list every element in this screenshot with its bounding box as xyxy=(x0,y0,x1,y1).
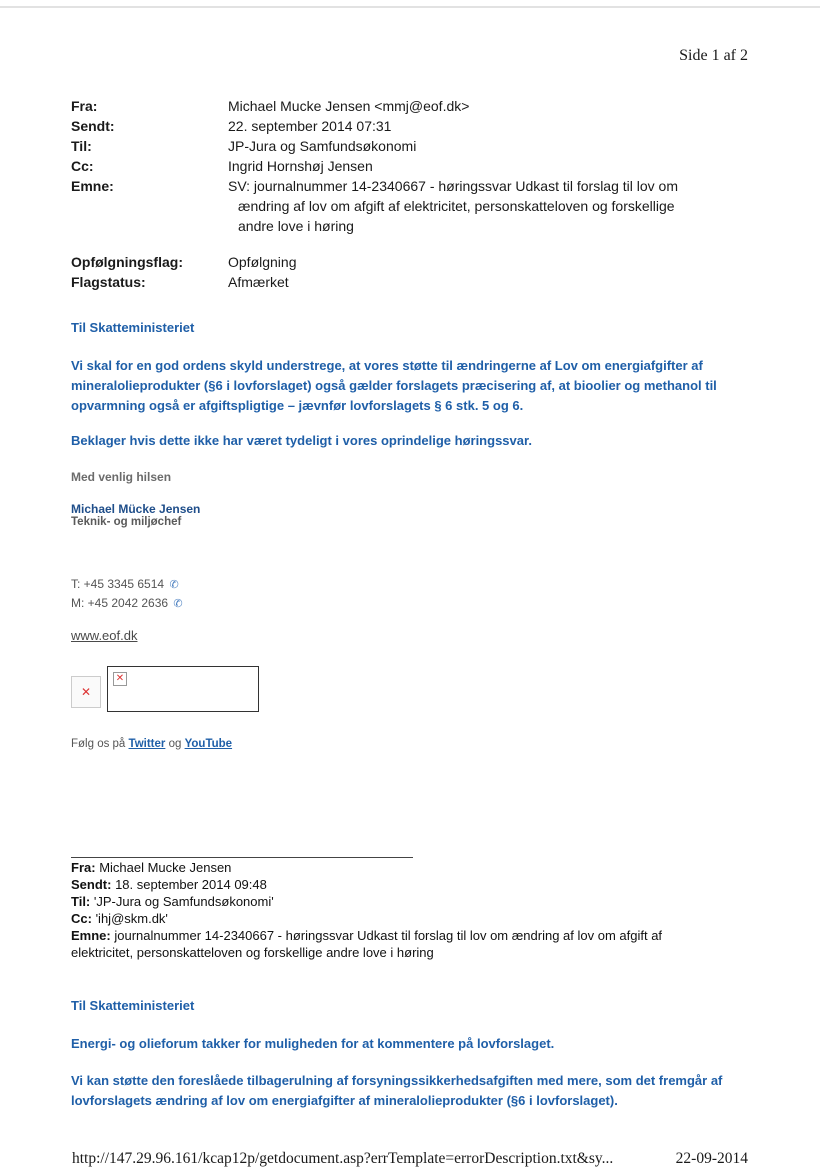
fwd-sent-row: Sendt: 18. september 2014 09:48 xyxy=(71,877,267,892)
subject-line-3: andre love i høring xyxy=(238,218,354,234)
subject-value xyxy=(228,176,728,236)
flagstatus-value: Afmærket xyxy=(228,274,289,290)
header-flagstatus-row xyxy=(71,272,728,292)
para1-line-2: mineralolieprodukter (§6 i lovforslaget) også gælder forslagets præcisering af, at bioolier og methanol til xyxy=(71,378,717,393)
fwd-paragraph-2 xyxy=(71,1071,741,1111)
twitter-link[interactable]: Twitter xyxy=(128,738,166,750)
message-paragraph-2: Beklager hvis dette ikke har været tydeligt i vores oprindelige høringssvar. xyxy=(71,433,532,448)
fwd-from-row: Fra: Michael Mucke Jensen xyxy=(71,860,232,875)
social-row xyxy=(71,735,741,750)
print-footer xyxy=(72,1150,748,1168)
header-sent-row xyxy=(71,116,728,136)
phone-m: M: +45 2042 2636 xyxy=(71,596,169,610)
signature-title: Teknik- og miljøchef xyxy=(71,516,182,528)
broken-image-icon: ✕ xyxy=(71,676,101,708)
website-link[interactable]: www.eof.dk xyxy=(71,628,138,643)
email-header xyxy=(71,96,728,292)
to-label: Til: xyxy=(71,138,92,154)
phone-block xyxy=(71,575,741,613)
subject-line-1: SV: journalnummer 14-2340667 - høringssvar Udkast til forslag til lov om xyxy=(228,178,679,194)
header-cc-row xyxy=(71,156,728,176)
subject-line-2: ændring af lov om afgift af elektricitet, personskatteloven og forskellige xyxy=(238,198,675,214)
fwd-greeting: Til Skatteministeriet xyxy=(71,998,195,1013)
cc-value: Ingrid Hornshøj Jensen xyxy=(228,158,373,174)
to-value: JP-Jura og Samfundsøkonomi xyxy=(228,138,417,154)
para1-line-3: opvarmning også er afgiftspligtige – jævnfør lovforslagets § 6 stk. 5 og 6. xyxy=(71,398,524,413)
from-value: Michael Mucke Jensen <mmj@eof.dk> xyxy=(228,98,470,114)
footer-date: 22-09-2014 xyxy=(675,1150,748,1167)
signature-images xyxy=(71,664,261,712)
fwd-para2-line-1: Vi kan støtte den foreslåede tilbagerulning af forsyningssikkerhedsafgiften med mere, som det fremgår af xyxy=(71,1073,723,1088)
broken-image-icon: ✕ xyxy=(113,672,127,686)
youtube-link[interactable]: YouTube xyxy=(184,738,233,750)
fwd-paragraph-1: Energi- og olieforum takker for muligheden for at kommentere på lovforslaget. xyxy=(71,1036,555,1051)
flagstatus-label: Flagstatus: xyxy=(71,274,146,290)
sent-label: Sendt: xyxy=(71,118,115,134)
message-greeting: Til Skatteministeriet xyxy=(71,320,195,335)
signature-name: Michael Mücke Jensen xyxy=(71,502,201,516)
header-to-row xyxy=(71,136,728,156)
from-label: Fra: xyxy=(71,98,98,114)
cc-label: Cc: xyxy=(71,158,94,174)
header-flag-row xyxy=(71,252,728,272)
phone-t-row xyxy=(71,575,741,594)
page-number: Side 1 af 2 xyxy=(679,47,748,64)
fwd-cc-row: Cc: 'ihj@skm.dk' xyxy=(71,911,168,926)
fwd-to-row: Til: 'JP-Jura og Samfundsøkonomi' xyxy=(71,894,274,909)
fwd-subject-row: Emne: journalnummer 14-2340667 - høringssvar Udkast til forslag til lov om ændring af lov om afgift af xyxy=(71,928,663,943)
forwarded-header xyxy=(71,859,751,961)
phone-m-row xyxy=(71,594,741,613)
sent-value: 22. september 2014 07:31 xyxy=(228,118,392,134)
flag-value: Opfølgning xyxy=(228,254,297,270)
phone-call-icon[interactable]: ✆ xyxy=(173,598,183,610)
signature-block xyxy=(71,502,741,528)
message-paragraph-1 xyxy=(71,356,741,416)
header-from-row xyxy=(71,96,728,116)
subject-label: Emne: xyxy=(71,178,114,194)
logo-image-frame xyxy=(107,666,259,712)
phone-call-icon[interactable]: ✆ xyxy=(169,579,179,591)
flag-label: Opfølgningsflag: xyxy=(71,254,183,270)
fwd-subject-line-2: elektricitet, personskatteloven og forskellige andre love i høring xyxy=(71,945,434,960)
follow-text: Følg os på Twitter og YouTube xyxy=(71,738,233,750)
top-border xyxy=(0,6,820,8)
forward-separator xyxy=(71,857,413,858)
website-row xyxy=(71,628,741,643)
message-closing: Med venlig hilsen xyxy=(71,470,172,484)
para1-line-1: Vi skal for en god ordens skyld understrege, at vores støtte til ændringerne af Lov om energiafgifter af xyxy=(71,358,703,373)
fwd-para2-line-2: lovforslagets ændring af lov om energiafgifter af mineralolieprodukter (§6 i lovforslaget). xyxy=(71,1093,618,1108)
phone-t: T: +45 3345 6514 xyxy=(71,577,165,591)
header-subject-row xyxy=(71,176,728,236)
footer-url: http://147.29.96.161/kcap12p/getdocument.asp?errTemplate=errorDescription.txt&sy... xyxy=(72,1150,614,1167)
